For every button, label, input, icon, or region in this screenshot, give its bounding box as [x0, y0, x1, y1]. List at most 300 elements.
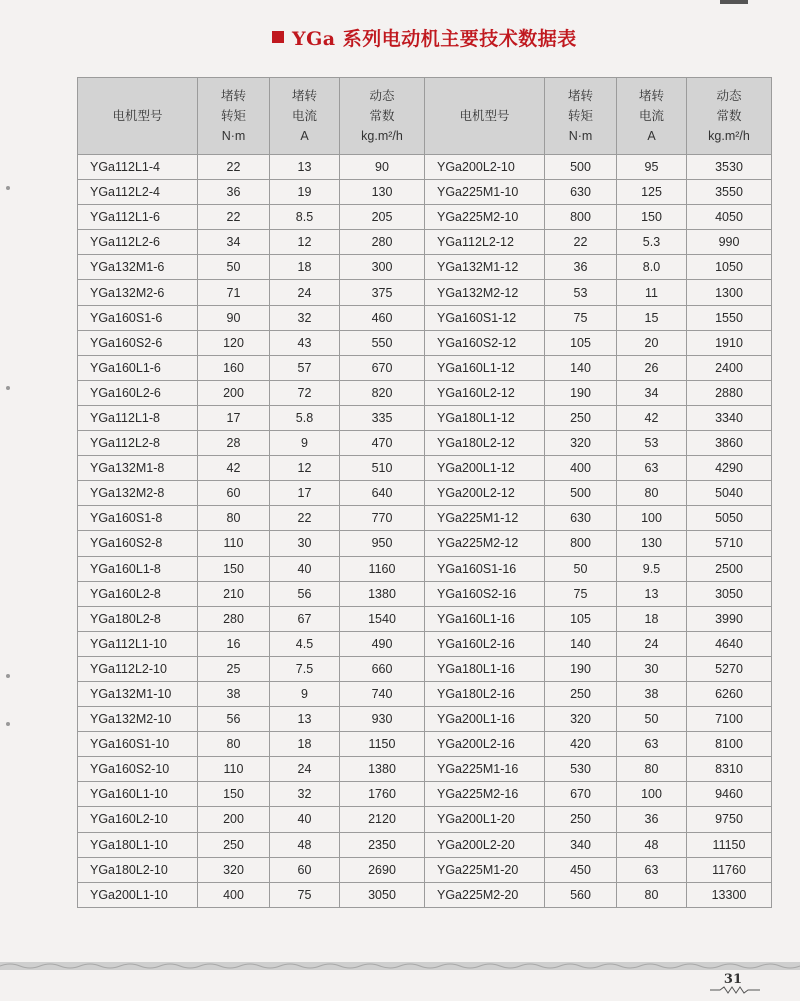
left-dynamic-cell: 130: [340, 180, 425, 205]
table-row: [78, 681, 772, 706]
table-row: [78, 732, 772, 757]
left-current-cell: 32: [270, 782, 340, 807]
left-dynamic-cell: 300: [340, 255, 425, 280]
left-torque-cell: 110: [198, 757, 270, 782]
page-title: [272, 24, 577, 50]
left-dynamic-cell: 3050: [340, 882, 425, 907]
table-row: [78, 606, 772, 631]
table-row: [78, 380, 772, 405]
right-current-cell: 63: [617, 456, 687, 481]
left-dynamic-cell: 1150: [340, 732, 425, 757]
left-model-cell: YGa132M1-10: [78, 681, 198, 706]
left-model-cell: YGa180L2-10: [78, 857, 198, 882]
left-current-cell: 60: [270, 857, 340, 882]
right-torque-cell: 250: [545, 681, 617, 706]
left-model-cell: YGa180L2-8: [78, 606, 198, 631]
header-dynamic-line1: 动态: [716, 89, 742, 103]
left-torque-cell: 110: [198, 531, 270, 556]
left-current-cell: 13: [270, 155, 340, 180]
left-dynamic-cell: 550: [340, 330, 425, 355]
left-torque-cell: 90: [198, 305, 270, 330]
left-dynamic-cell: 2120: [340, 807, 425, 832]
left-torque-cell: 38: [198, 681, 270, 706]
punch-mark: [6, 722, 10, 726]
right-model-cell: YGa225M1-10: [425, 180, 545, 205]
right-current-cell: 95: [617, 155, 687, 180]
right-dynamic-cell: 1550: [687, 305, 772, 330]
header-current-line1: 堵转: [638, 89, 664, 103]
table-row: [78, 757, 772, 782]
left-model-cell: YGa160L2-6: [78, 380, 198, 405]
header-torque-unit: N·m: [221, 129, 246, 143]
right-current-cell: 5.3: [617, 230, 687, 255]
left-dynamic-cell: 205: [340, 205, 425, 230]
left-current-cell: 40: [270, 556, 340, 581]
right-torque-cell: 36: [545, 255, 617, 280]
table-row: [78, 581, 772, 606]
left-dynamic-cell: 1380: [340, 757, 425, 782]
left-model-cell: YGa160S2-10: [78, 757, 198, 782]
left-model-cell: YGa160S2-8: [78, 531, 198, 556]
left-torque-cell: 280: [198, 606, 270, 631]
left-model-cell: YGa112L1-8: [78, 405, 198, 430]
header-torque-right: [545, 78, 617, 155]
right-model-cell: YGa160L1-12: [425, 355, 545, 380]
right-model-cell: YGa160L2-12: [425, 380, 545, 405]
left-current-cell: 24: [270, 280, 340, 305]
left-current-cell: 8.5: [270, 205, 340, 230]
table-row: [78, 531, 772, 556]
right-dynamic-cell: 6260: [687, 681, 772, 706]
right-dynamic-cell: 9750: [687, 807, 772, 832]
left-dynamic-cell: 670: [340, 355, 425, 380]
left-torque-cell: 80: [198, 732, 270, 757]
right-current-cell: 50: [617, 707, 687, 732]
left-torque-cell: 80: [198, 506, 270, 531]
right-current-cell: 34: [617, 380, 687, 405]
left-torque-cell: 56: [198, 707, 270, 732]
header-current-left: [270, 78, 340, 155]
right-torque-cell: 75: [545, 581, 617, 606]
table-row: [78, 431, 772, 456]
header-dynamic-left: [340, 78, 425, 155]
left-current-cell: 13: [270, 707, 340, 732]
right-dynamic-cell: 3530: [687, 155, 772, 180]
table-row: [78, 155, 772, 180]
table-row: [78, 782, 772, 807]
right-torque-cell: 630: [545, 506, 617, 531]
header-current-line1: 堵转: [291, 89, 317, 103]
left-dynamic-cell: 1540: [340, 606, 425, 631]
right-torque-cell: 75: [545, 305, 617, 330]
left-dynamic-cell: 2690: [340, 857, 425, 882]
right-current-cell: 26: [617, 355, 687, 380]
right-model-cell: YGa132M2-12: [425, 280, 545, 305]
right-torque-cell: 400: [545, 456, 617, 481]
right-dynamic-cell: 8100: [687, 732, 772, 757]
left-dynamic-cell: 640: [340, 481, 425, 506]
right-torque-cell: 190: [545, 656, 617, 681]
table-row: [78, 280, 772, 305]
right-model-cell: YGa225M1-12: [425, 506, 545, 531]
header-torque-line2: 转矩: [220, 109, 246, 123]
left-torque-cell: 210: [198, 581, 270, 606]
left-model-cell: YGa132M2-6: [78, 280, 198, 305]
table-row: [78, 180, 772, 205]
right-current-cell: 15: [617, 305, 687, 330]
left-current-cell: 18: [270, 255, 340, 280]
right-dynamic-cell: 5710: [687, 531, 772, 556]
left-model-cell: YGa112L2-10: [78, 656, 198, 681]
left-model-cell: YGa112L1-10: [78, 631, 198, 656]
table-row: [78, 707, 772, 732]
right-torque-cell: 250: [545, 807, 617, 832]
header-current-unit: A: [300, 129, 309, 143]
punch-mark: [6, 386, 10, 390]
left-model-cell: YGa160L2-10: [78, 807, 198, 832]
table-row: [78, 506, 772, 531]
right-current-cell: 80: [617, 882, 687, 907]
right-model-cell: YGa225M1-20: [425, 857, 545, 882]
right-dynamic-cell: 3340: [687, 405, 772, 430]
right-current-cell: 9.5: [617, 556, 687, 581]
left-torque-cell: 22: [198, 205, 270, 230]
left-torque-cell: 150: [198, 556, 270, 581]
right-dynamic-cell: 2880: [687, 380, 772, 405]
left-current-cell: 18: [270, 732, 340, 757]
right-current-cell: 18: [617, 606, 687, 631]
punch-mark: [6, 674, 10, 678]
right-dynamic-cell: 3990: [687, 606, 772, 631]
right-dynamic-cell: 2500: [687, 556, 772, 581]
left-torque-cell: 71: [198, 280, 270, 305]
left-model-cell: YGa160S1-8: [78, 506, 198, 531]
right-current-cell: 48: [617, 832, 687, 857]
table-row: [78, 456, 772, 481]
right-current-cell: 100: [617, 506, 687, 531]
left-current-cell: 30: [270, 531, 340, 556]
header-torque-line1: 堵转: [567, 89, 593, 103]
left-dynamic-cell: 1160: [340, 556, 425, 581]
left-torque-cell: 150: [198, 782, 270, 807]
left-dynamic-cell: 470: [340, 431, 425, 456]
right-model-cell: YGa200L1-12: [425, 456, 545, 481]
left-model-cell: YGa160S1-6: [78, 305, 198, 330]
left-current-cell: 75: [270, 882, 340, 907]
right-model-cell: YGa200L2-20: [425, 832, 545, 857]
left-torque-cell: 22: [198, 155, 270, 180]
left-model-cell: YGa112L1-4: [78, 155, 198, 180]
left-model-cell: YGa132M2-8: [78, 481, 198, 506]
left-current-cell: 12: [270, 230, 340, 255]
header-current-line2: 电流: [291, 109, 317, 123]
right-torque-cell: 250: [545, 405, 617, 430]
left-torque-cell: 17: [198, 405, 270, 430]
table-row: [78, 656, 772, 681]
header-current-unit: A: [647, 129, 656, 143]
right-torque-cell: 320: [545, 707, 617, 732]
left-torque-cell: 250: [198, 832, 270, 857]
right-model-cell: YGa200L2-10: [425, 155, 545, 180]
left-dynamic-cell: 1760: [340, 782, 425, 807]
right-model-cell: YGa180L1-16: [425, 656, 545, 681]
left-model-cell: YGa112L2-6: [78, 230, 198, 255]
right-torque-cell: 500: [545, 155, 617, 180]
left-model-cell: YGa160L1-6: [78, 355, 198, 380]
table-row: [78, 205, 772, 230]
right-model-cell: YGa180L1-12: [425, 405, 545, 430]
left-current-cell: 43: [270, 330, 340, 355]
left-current-cell: 72: [270, 380, 340, 405]
left-dynamic-cell: 460: [340, 305, 425, 330]
right-torque-cell: 320: [545, 431, 617, 456]
left-model-cell: YGa160S2-6: [78, 330, 198, 355]
footer-ornament: [710, 986, 760, 994]
right-dynamic-cell: 1910: [687, 330, 772, 355]
left-current-cell: 4.5: [270, 631, 340, 656]
right-torque-cell: 630: [545, 180, 617, 205]
right-model-cell: YGa225M1-16: [425, 757, 545, 782]
right-model-cell: YGa200L1-20: [425, 807, 545, 832]
right-torque-cell: 420: [545, 732, 617, 757]
right-model-cell: YGa132M1-12: [425, 255, 545, 280]
table-row: [78, 857, 772, 882]
right-model-cell: YGa160S1-16: [425, 556, 545, 581]
right-dynamic-cell: 1050: [687, 255, 772, 280]
left-dynamic-cell: 1380: [340, 581, 425, 606]
left-dynamic-cell: 820: [340, 380, 425, 405]
header-current-right: [617, 78, 687, 155]
right-current-cell: 38: [617, 681, 687, 706]
header-model-right: 电机型号: [425, 78, 545, 155]
left-torque-cell: 320: [198, 857, 270, 882]
right-current-cell: 130: [617, 531, 687, 556]
right-model-cell: YGa160L1-16: [425, 606, 545, 631]
left-torque-cell: 60: [198, 481, 270, 506]
page-number: 31: [723, 972, 742, 987]
left-model-cell: YGa132M1-8: [78, 456, 198, 481]
right-dynamic-cell: 5040: [687, 481, 772, 506]
left-current-cell: 9: [270, 431, 340, 456]
right-torque-cell: 800: [545, 531, 617, 556]
left-torque-cell: 36: [198, 180, 270, 205]
right-current-cell: 42: [617, 405, 687, 430]
header-model-left: 电机型号: [78, 78, 198, 155]
left-current-cell: 57: [270, 355, 340, 380]
right-torque-cell: 670: [545, 782, 617, 807]
right-current-cell: 63: [617, 857, 687, 882]
left-torque-cell: 25: [198, 656, 270, 681]
left-model-cell: YGa200L1-10: [78, 882, 198, 907]
left-model-cell: YGa160L1-8: [78, 556, 198, 581]
right-model-cell: YGa225M2-12: [425, 531, 545, 556]
table-row: [78, 355, 772, 380]
left-torque-cell: 160: [198, 355, 270, 380]
left-current-cell: 48: [270, 832, 340, 857]
left-torque-cell: 200: [198, 380, 270, 405]
left-dynamic-cell: 740: [340, 681, 425, 706]
right-dynamic-cell: 4290: [687, 456, 772, 481]
left-current-cell: 5.8: [270, 405, 340, 430]
left-current-cell: 32: [270, 305, 340, 330]
right-model-cell: YGa160S2-12: [425, 330, 545, 355]
header-torque-line1: 堵转: [220, 89, 246, 103]
right-torque-cell: 105: [545, 330, 617, 355]
left-model-cell: YGa132M1-6: [78, 255, 198, 280]
left-dynamic-cell: 335: [340, 405, 425, 430]
right-torque-cell: 530: [545, 757, 617, 782]
left-model-cell: YGa112L1-6: [78, 205, 198, 230]
right-dynamic-cell: 9460: [687, 782, 772, 807]
table-row: [78, 807, 772, 832]
left-torque-cell: 34: [198, 230, 270, 255]
right-current-cell: 100: [617, 782, 687, 807]
right-torque-cell: 140: [545, 355, 617, 380]
table-row: [78, 882, 772, 907]
corner-mark: [720, 0, 748, 4]
table-header-row: [78, 78, 772, 155]
right-current-cell: 20: [617, 330, 687, 355]
right-model-cell: YGa160S2-16: [425, 581, 545, 606]
right-dynamic-cell: 3860: [687, 431, 772, 456]
table-row: [78, 556, 772, 581]
left-dynamic-cell: 510: [340, 456, 425, 481]
right-torque-cell: 500: [545, 481, 617, 506]
left-current-cell: 22: [270, 506, 340, 531]
table-body: [78, 155, 772, 908]
right-dynamic-cell: 3050: [687, 581, 772, 606]
right-dynamic-cell: 1300: [687, 280, 772, 305]
left-torque-cell: 400: [198, 882, 270, 907]
table-row: [78, 230, 772, 255]
right-torque-cell: 190: [545, 380, 617, 405]
header-dynamic-line2: 常数: [716, 109, 742, 123]
header-dynamic-unit: kg.m²/h: [708, 129, 750, 143]
left-dynamic-cell: 2350: [340, 832, 425, 857]
right-dynamic-cell: 2400: [687, 355, 772, 380]
left-torque-cell: 42: [198, 456, 270, 481]
right-model-cell: YGa160S1-12: [425, 305, 545, 330]
right-torque-cell: 50: [545, 556, 617, 581]
right-dynamic-cell: 7100: [687, 707, 772, 732]
right-torque-cell: 53: [545, 280, 617, 305]
right-torque-cell: 105: [545, 606, 617, 631]
left-model-cell: YGa160L1-10: [78, 782, 198, 807]
header-torque-unit: N·m: [568, 129, 593, 143]
right-current-cell: 30: [617, 656, 687, 681]
footer-band: [0, 962, 800, 970]
left-current-cell: 24: [270, 757, 340, 782]
right-model-cell: YGa200L1-16: [425, 707, 545, 732]
header-dynamic-unit: kg.m²/h: [361, 129, 403, 143]
table-row: [78, 330, 772, 355]
right-model-cell: YGa225M2-10: [425, 205, 545, 230]
motor-data-table: [77, 77, 772, 908]
right-model-cell: YGa200L2-12: [425, 481, 545, 506]
left-model-cell: YGa160L2-8: [78, 581, 198, 606]
table-row: [78, 832, 772, 857]
left-current-cell: 7.5: [270, 656, 340, 681]
left-torque-cell: 28: [198, 431, 270, 456]
header-dynamic-line2: 常数: [369, 109, 395, 123]
right-dynamic-cell: 11150: [687, 832, 772, 857]
right-current-cell: 150: [617, 205, 687, 230]
right-model-cell: YGa225M2-20: [425, 882, 545, 907]
right-model-cell: YGa112L2-12: [425, 230, 545, 255]
table-row: [78, 405, 772, 430]
table-row: [78, 305, 772, 330]
left-current-cell: 17: [270, 481, 340, 506]
left-current-cell: 9: [270, 681, 340, 706]
left-dynamic-cell: 280: [340, 230, 425, 255]
right-model-cell: YGa180L2-12: [425, 431, 545, 456]
left-dynamic-cell: 930: [340, 707, 425, 732]
header-dynamic-line1: 动态: [369, 89, 395, 103]
right-current-cell: 53: [617, 431, 687, 456]
right-current-cell: 24: [617, 631, 687, 656]
left-current-cell: 40: [270, 807, 340, 832]
left-dynamic-cell: 375: [340, 280, 425, 305]
table-row: [78, 255, 772, 280]
right-dynamic-cell: 11760: [687, 857, 772, 882]
left-dynamic-cell: 950: [340, 531, 425, 556]
left-model-cell: YGa160S1-10: [78, 732, 198, 757]
right-current-cell: 8.0: [617, 255, 687, 280]
left-current-cell: 19: [270, 180, 340, 205]
header-dynamic-right: [687, 78, 772, 155]
right-torque-cell: 140: [545, 631, 617, 656]
left-torque-cell: 50: [198, 255, 270, 280]
right-dynamic-cell: 5270: [687, 656, 772, 681]
right-dynamic-cell: 13300: [687, 882, 772, 907]
right-torque-cell: 800: [545, 205, 617, 230]
right-current-cell: 80: [617, 481, 687, 506]
right-current-cell: 13: [617, 581, 687, 606]
right-dynamic-cell: 5050: [687, 506, 772, 531]
left-dynamic-cell: 490: [340, 631, 425, 656]
left-torque-cell: 200: [198, 807, 270, 832]
left-current-cell: 56: [270, 581, 340, 606]
left-model-cell: YGa132M2-10: [78, 707, 198, 732]
right-dynamic-cell: 990: [687, 230, 772, 255]
right-torque-cell: 560: [545, 882, 617, 907]
right-dynamic-cell: 4050: [687, 205, 772, 230]
right-model-cell: YGa225M2-16: [425, 782, 545, 807]
punch-mark: [6, 186, 10, 190]
left-dynamic-cell: 660: [340, 656, 425, 681]
left-dynamic-cell: 90: [340, 155, 425, 180]
right-model-cell: YGa200L2-16: [425, 732, 545, 757]
right-current-cell: 63: [617, 732, 687, 757]
right-current-cell: 80: [617, 757, 687, 782]
right-torque-cell: 450: [545, 857, 617, 882]
header-current-line2: 电流: [638, 109, 664, 123]
right-current-cell: 11: [617, 280, 687, 305]
right-current-cell: 125: [617, 180, 687, 205]
left-model-cell: YGa180L1-10: [78, 832, 198, 857]
left-torque-cell: 120: [198, 330, 270, 355]
title-square-icon: [272, 31, 284, 43]
right-model-cell: YGa160L2-16: [425, 631, 545, 656]
left-torque-cell: 16: [198, 631, 270, 656]
left-current-cell: 12: [270, 456, 340, 481]
right-current-cell: 36: [617, 807, 687, 832]
left-dynamic-cell: 770: [340, 506, 425, 531]
left-current-cell: 67: [270, 606, 340, 631]
right-model-cell: YGa180L2-16: [425, 681, 545, 706]
right-torque-cell: 340: [545, 832, 617, 857]
left-model-cell: YGa112L2-8: [78, 431, 198, 456]
